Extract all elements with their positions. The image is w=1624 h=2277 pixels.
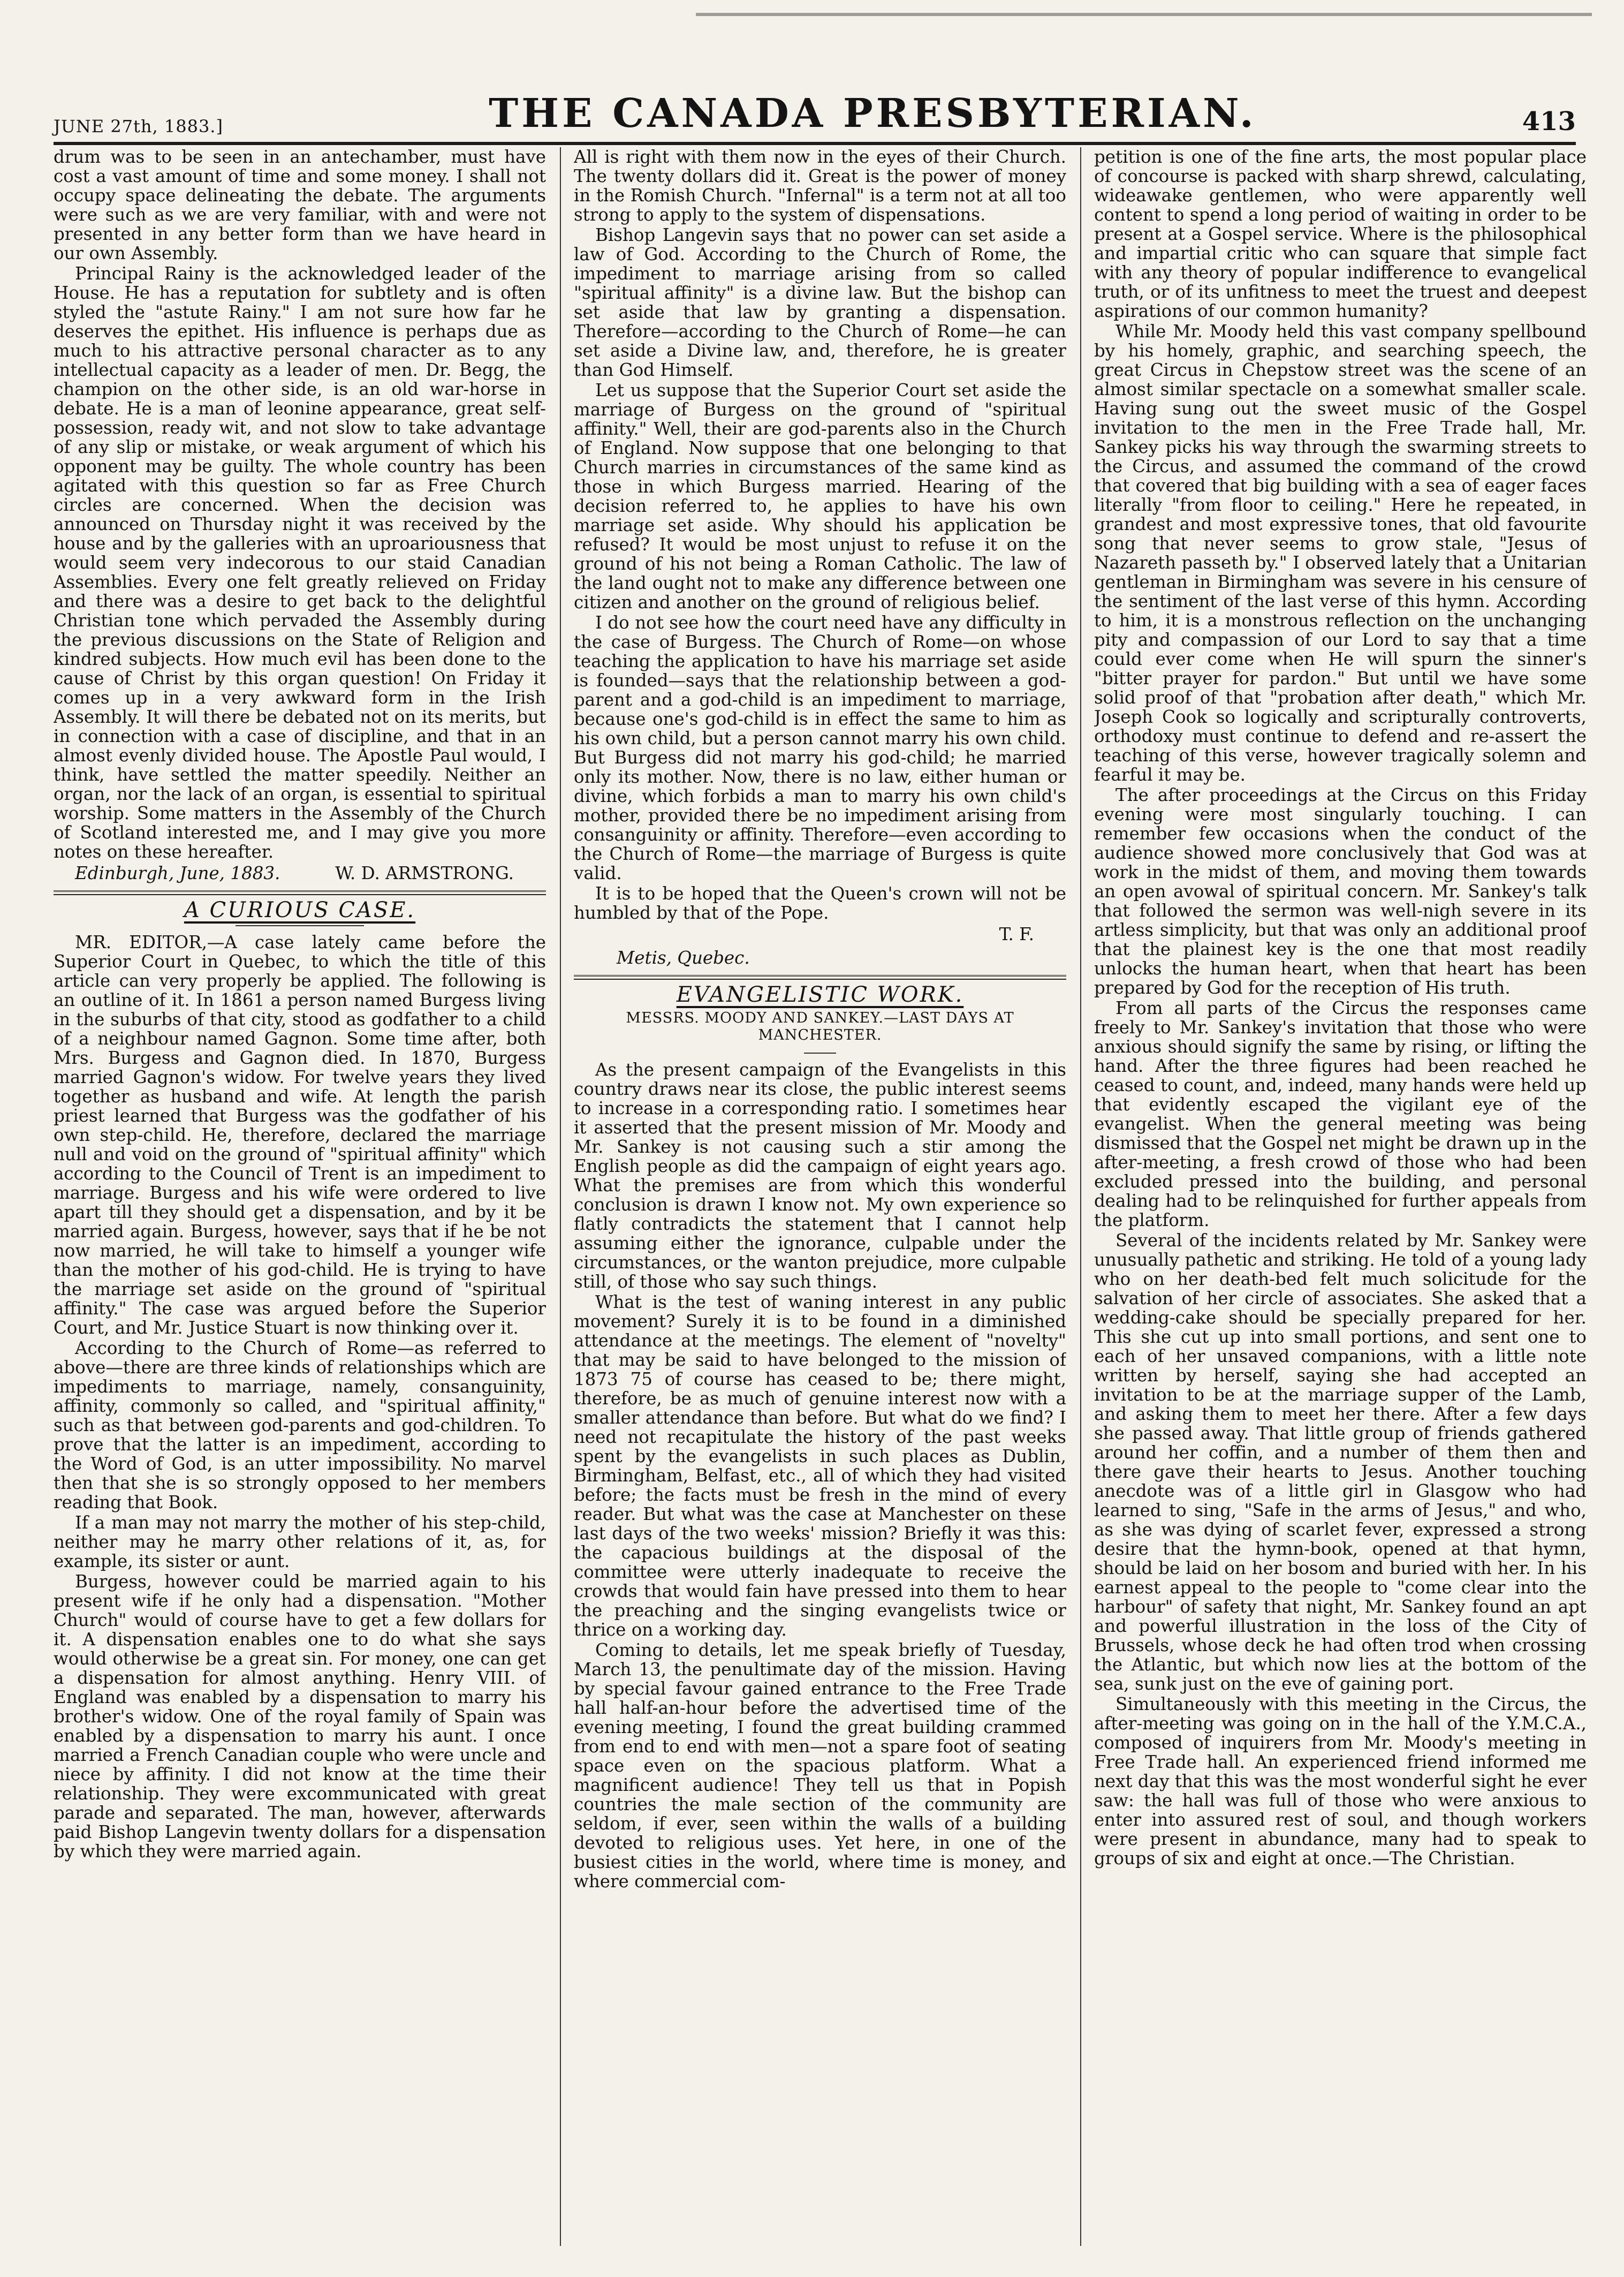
- column-rule: [1080, 147, 1081, 2246]
- paragraph: Several of the incidents related by Mr. Sankey were unusually pathetic and striking. He told of a young lady who on her death-bed felt much solicitude for the salvation of her circle of associates. She asked that a wedding-cake should be specially prepared for her. This she cut up into small portions, and sent one to each of her unsaved companions, with a little note written by herself, saying she had accepted an invitation to be at the marriage supper of the Lamb, and asking them to meet her there. After a few days she passed away. That little group of friends gathered around her coffin, and a number of them then and there gave their hearts to Jesus. Another touching anecdote was of a little girl in Glasgow who had learned to sing, "Safe in the arms of Jesus," and who, as she was dying of scarlet fever, expressed a strong desire that the hymn-book, opened at that hymn, should be laid on her bosom and buried with her. In his earnest appeal to the people to "come clear into the harbour" of safety that night, Mr. Sankey found an apt and powerful illustration in the loss of the City of Brussels, whose deck he had often trod when crossing the Atlantic, but which now lies at the bottom of the sea, sunk just on the eve of gaining port.: [1094, 1230, 1587, 1694]
- signature-initials: T. F.: [999, 924, 1034, 944]
- paragraph: Simultaneously with this meeting in the Circus, the after-meeting was going on in the hall of the Y.M.C.A., composed of inquirers from Mr. Moody's meeting in Free Trade hall. An experienced friend informed me next day that this was the most wonderful sight he ever saw: the hall was full of those who were anxious to enter into assured rest of soul, and though workers were present in abundance, many had to speak to groups of six and eight at once.—The Christian.: [1094, 1694, 1587, 1868]
- signature-name: W. D. ARMSTRONG.: [335, 863, 514, 883]
- paragraph: Coming to details, let me speak briefly of Tuesday, March 13, the penultimate day of the mission. Having by special favour gained entrance to the Free Trade hall half-an-hour before the advertised time of the evening meeting, I found the great building crammed from end to end with men—not a spare foot of seating space even on the spacious platform. What a magnificent audience! They tell us that in Popish countries the male section of the community are seldom, if ever, seen within the walls of a building devoted to religious uses. Yet here, in one of the busiest cities in the world, where time is money, and where commercial com-: [574, 1640, 1066, 1892]
- section-divider: [574, 975, 1066, 980]
- paragraph: According to the Church of Rome—as referred to above—there are three kinds of relationships which are impediments to marriage, namely, consanguinity, affinity, commonly so called, and "spiritual affinity," such as that between god-parents and god-children. To prove that the latter is an impediment, according to the Word of God, is an utter impossibility. No marvel then that she is so strongly opposed to her members reading that Book.: [54, 1338, 546, 1512]
- header-date: JUNE 27th, 1883.]: [54, 116, 223, 137]
- paragraph: Burgess, however could be married again to his present wife if he only had a dispensation. "Mother Church" would of course have to get a few dollars for it. A dispensation enables one to do what she says would otherwise be a great sin. For money, one can get a dispensation for almost anything. Henry VIII. of England was enabled by a dispensation to marry his brother's widow. One of the royal family of Spain was enabled by a dispensation to marry his aunt. I once married a French Canadian couple who were uncle and niece by affinity. I did not know at the time their relationship. They were excommunicated with great parade and separated. The man, however, afterwards paid Bishop Langevin twenty dollars for a dispensation by which they were married again.: [54, 1571, 546, 1862]
- column-3: [1094, 147, 1587, 2246]
- paragraph: MR. EDITOR,—A case lately came before the Superior Court in Quebec, to which the title of this article can very properly be applied. The following is an outline of it. In 1861 a person named Burgess living in the suburbs of that city, stood as godfather to a child of a neighbour named Gagnon. Some time after, both Mrs. Burgess and Gagnon died. In 1870, Burgess married Gagnon's widow. For twelve years they lived together as husband and wife. At length the parish priest learned that Burgess was the godfather of his own step-child. He, therefore, declared the marriage null and void on the ground of "spiritual affinity" which according to the Council of Trent is an impediment to marriage. Burgess and his wife were ordered to live apart till they should get a dispensation, and by it be married again. Burgess, however, says that if he be not now married, he will take to himself a younger wife than the mother of his god-child. He is trying to have the marriage set aside on the ground of "spiritual affinity." The case was argued before the Superior Court, and Mr. Justice Stuart is now thinking over it.: [54, 932, 546, 1338]
- page-header: [54, 78, 1576, 145]
- masthead-title: THE CANADA PRESBYTERIAN.: [489, 90, 1257, 137]
- section-subheading: MESSRS. MOODY AND SANKEY.—LAST DAYS AT MANCHESTER.: [626, 1010, 1014, 1043]
- section-title-evangelistic-work: EVANGELISTIC WORK.: [676, 982, 964, 1007]
- paragraph: Principal Rainy is the acknowledged leader of the House. He has a reputation for subtlety and is often styled the "astute Rainy." I am not sure how far he deserves the epithet. His influence is perhaps due as much to his attractive personal character as to any intellectual capacity as a leader of men. Dr. Begg, the champion on the other side, is an old war-horse in debate. He is a man of leonine appearance, great self-possession, ready wit, and not slow to take advantage of any slip or mistake, or weak argument of which his opponent may be guilty. The whole country has been agitated with this question so far as Free Church circles are concerned. When the decision was announced on Thursday night it was received by the house and by the galleries with an uproariousness that would seem very indecorous to our staid Canadian Assemblies. Every one felt greatly relieved on Friday and there was a desire to get back to the delightful Christian tone which pervaded the Assembly during the previous discussions on the State of Religion and kindred subjects. How much evil has been done to the cause of Christ by this organ question! On Friday it comes up in a very awkward form in the Irish Assembly. It will there be debated not on its merits, but in connection with a case of discipline, and that in an almost evenly divided house. The Apostle Paul would, I think, have settled the matter speedily. Neither an organ, nor the lack of an organ, is essential to spiritual worship. Some matters in the Assembly of the Church of Scotland interested me, and I may give you more notes on these hereafter.: [54, 263, 546, 862]
- column-1: [54, 147, 546, 2246]
- paragraph: Let us suppose that the Superior Court set aside the marriage of Burgess on the ground of "spiritual affinity." Well, their are god-parents also in the Church of England. Now suppose that one belonging to that Church marries in circumstances of the same kind as those in which Burgess married. Hearing of the decision referred to, he applies to have his own marriage set aside. Why should his application be refused? It would be most unjust to refuse it on the ground of his not being a Roman Catholic. The law of the land ought not to make any difference between one citizen and another on the ground of religious belief.: [574, 380, 1066, 612]
- signature-line: [75, 864, 546, 883]
- column-2: [574, 147, 1066, 2246]
- signature-place: Edinburgh, June, 1883.: [75, 863, 280, 883]
- column-rule: [560, 147, 561, 2246]
- title-rule: [236, 925, 364, 926]
- paragraph: While Mr. Moody held this vast company spellbound by his homely, graphic, and searching speech, the great Circus in Chepstow street was the scene of an almost similar spectacle on a somewhat smaller scale. Having sung out the sweet music of the Gospel invitation to the men in the Free Trade hall, Mr. Sankey picks his way through the swarming streets to the Circus, and assumed the command of the crowd that covered that big building with a sea of eager faces literally "from floor to ceiling." Here he repeated, in grandest and most expressive tones, that old favourite song that never seems to grow stale, "Jesus of Nazareth passeth by." I observed lately that a Unitarian gentleman in Birmingham was severe in his censure of the sentiment of the last verse of this hymn. According to him, it is a monstrous reflection on the unchanging pity and compassion of our Lord to say that a time could ever come when He will spurn the sinner's "bitter prayer for pardon." But until we have some solid proof of that "probation after death," which Mr. Joseph Cook so logically and scripturally controverts, orthodoxy must continue to defend and re-assert the teaching of this verse, however tragically solemn and fearful it may be.: [1094, 321, 1587, 785]
- signature-line: [595, 925, 1066, 944]
- paragraph: All is right with them now in the eyes of their Church. The twenty dollars did it. Great is the power of money in the Romish Church. "Infernal" is a term not at all too strong to apply to the system of dispensations.: [574, 147, 1066, 225]
- paragraph: As the present campaign of the Evangelists in this country draws near its close, the public interest seems to increase in a corresponding ratio. I sometimes hear it asserted that the present mission of Mr. Moody and Mr. Sankey is not causing such a stir among the English people as did the campaign of eight years ago. What the premises are from which this wonderful conclusion is drawn I know not. My own experience so flatly contradicts the statement that I cannot help assuming either the ignorance, culpable under the circumstances, or the wanton prejudice, more culpable still, of those who say such things.: [574, 1060, 1066, 1292]
- top-rule: [696, 13, 1592, 16]
- paragraph: petition is one of the fine arts, the most popular place of concourse is packed with sharp shrewd, calculating, wideawake gentlemen, who were apparently well content to spend a long period of waiting in order to be present at a Gospel service. Where is the philosophical and impartial critic who can square that simple fact with any theory of popular indifference to evangelical truth, or of its unfitness to meet the truest and deepest aspirations of our common humanity?: [1094, 147, 1587, 321]
- paragraph: It is to be hoped that the Queen's crown will not be humbled by that of the Pope.: [574, 883, 1066, 923]
- paragraph: I do not see how the court need have any difficulty in the case of Burgess. The Church of Rome—on whose teaching the application to have his marriage set aside is founded—says that the relationship between a god-parent and a god-child is an impediment to marriage, because one's god-child is in effect the same to him as his own child, but a person cannot marry his own child. But Burgess did not marry his god-child; he married only its mother. Now, there is no law, either human or divine, which forbids a man to marry his own child's mother, provided there be no impediment arising from consanguinity or affinity. Therefore—even according to the Church of Rome—the marriage of Burgess is quite valid.: [574, 612, 1066, 883]
- paragraph: Bishop Langevin says that no power can set aside a law of God. According to the Church of Rome, the impediment to marriage arising from so called "spiritual affinity" is a divine law. But the bishop can set aside that law by granting a dispensation. Therefore—according to the Church of Rome—he can set aside a Divine law, and, therefore, he is greater than God Himself.: [574, 225, 1066, 380]
- paragraph: drum was to be seen in an antechamber, must have cost a vast amount of time and some money. I shall not occupy space delineating the debate. The arguments were such as we are very familiar, with and were not presented in any better form than we have heard in our own Assembly.: [54, 147, 546, 263]
- section-divider: [54, 890, 546, 895]
- page-number: 413: [1522, 107, 1576, 137]
- section-title-curious-case: A CURIOUS CASE.: [184, 898, 416, 922]
- signature-place: Metis, Quebec.: [617, 948, 750, 968]
- article-columns: [54, 147, 1587, 2246]
- title-rule: [804, 1053, 836, 1054]
- paragraph: If a man may not marry the mother of his step-child, neither may he marry other relations of it, as, for example, its sister or aunt.: [54, 1512, 546, 1571]
- paragraph: The after proceedings at the Circus on this Friday evening were most singularly touching. I can remember few occasions when the conduct of the audience showed more conclusively that God was at work in the midst of them, and moving them towards an open avowal of spiritual concern. Mr. Sankey's talk that followed the sermon was well-nigh severe in its artless simplicity, but that was only an additional proof that the plainest key is the one that most readily unlocks the human heart, when that heart has been prepared by God for the reception of His truth.: [1094, 785, 1587, 998]
- paragraph: From all parts of the Circus the responses came freely to Mr. Sankey's invitation that those who were anxious should signify the same by rising, or lifting the hand. After the three figures had been reached he ceased to count, and, indeed, many hands were held up that evidently escaped the vigilant eye of the evangelist. When the general meeting was being dismissed that the Gospel net might be drawn up in the after-meeting, a fresh crowd of those who had been excluded pressed into the building, and personal dealing had to be relinquished for further appeals from the platform.: [1094, 998, 1587, 1230]
- paragraph: What is the test of waning interest in any public movement? Surely it is to be found in a diminished attendance at the meetings. The element of "novelty" that may be said to have belonged to the mission of 1873 75 of course has ceased to be; there might, therefore, be as much of genuine interest now with a smaller attendance than before. But what do we find? I need not recapitulate the history of the past weeks spent by the evangelists in such places as Dublin, Birmingham, Belfast, etc., all of which they had visited before; the facts must be fresh in the mind of every reader. But what was the case at Manchester on these last days of the two weeks' mission? Briefly it was this: the capacious buildings at the disposal of the committee were utterly inadequate to receive the crowds that would fain have pressed into them to hear the preaching and the singing evangelists twice or thrice on a working day.: [574, 1292, 1066, 1640]
